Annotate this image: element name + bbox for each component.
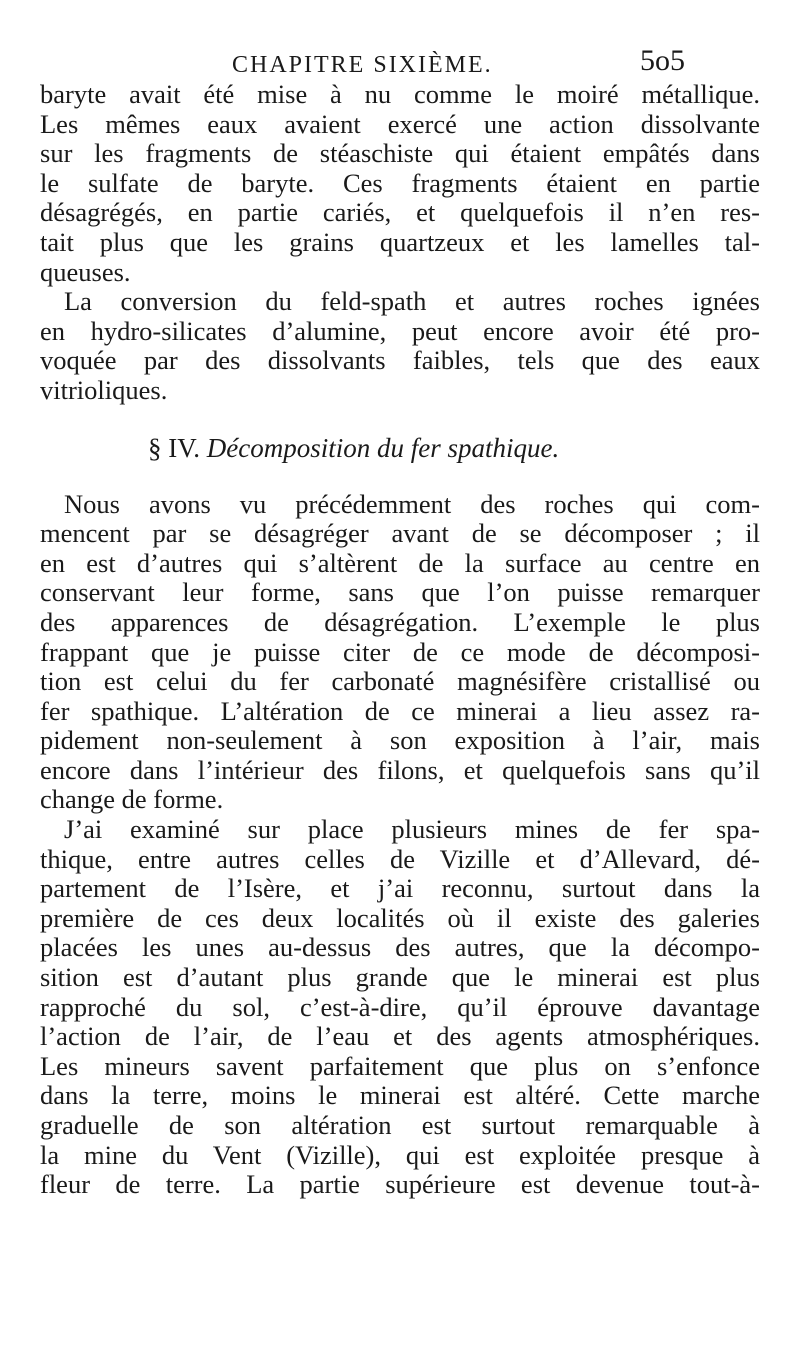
paragraph: [40, 287, 760, 405]
text-line: vitrioliques.: [40, 374, 168, 405]
text-line: thique, entre autres celles de Vizille et d’Allevard, dé-: [40, 843, 760, 874]
text-line: graduelle de son altération est surtout remarquable à: [40, 1110, 760, 1140]
text-line: baryte avait été mise à nu comme le moiré métallique.: [40, 79, 760, 109]
text-line: tait plus que les grains quartzeux et les lamelles tal-: [40, 226, 760, 257]
text-line: frappant que je puisse citer de ce mode de décomposi-: [40, 636, 760, 667]
section-heading: [40, 428, 760, 468]
section-number: § IV.: [148, 432, 201, 463]
paragraph: [40, 490, 760, 816]
text-line: en est d’autres qui s’altèrent de la surface au centre en: [40, 547, 760, 578]
text-line: sur les fragments de stéaschiste qui étaient empâtés dans: [40, 138, 760, 169]
text-line: sition est d’autant plus grande que le minerai est plus: [40, 962, 760, 993]
text-line: queuses.: [40, 256, 131, 287]
text-line: Les mineurs savent parfaitement que plus on s’enfonce: [40, 1050, 760, 1081]
text-line: en hydro-silicates d’alumine, peut encore avoir été pro-: [40, 315, 760, 346]
text-line: encore dans l’intérieur des filons, et quelquefois sans qu’il: [40, 754, 760, 785]
text-line: première de ces deux localités où il existe des galeries: [40, 902, 760, 933]
text-line: partement de l’Isère, et j’ai reconnu, surtout dans la: [40, 873, 760, 904]
text-line: pidement non-seulement à son exposition à l’air, mais: [40, 725, 760, 756]
spacer: [40, 468, 760, 490]
spacer: [40, 406, 760, 428]
page-number: 5o5: [640, 44, 685, 77]
text-line: conservant leur forme, sans que l’on puisse remarquer: [40, 577, 760, 608]
text-line: La conversion du feld-spath et autres roches ignées: [64, 286, 760, 317]
text-line: fleur de terre. La partie supérieure est devenue tout-à-: [40, 1169, 760, 1200]
running-title: CHAPITRE SIXIÈME.: [232, 52, 493, 78]
text-line: change de forme.: [40, 784, 224, 815]
text-line: des apparences de désagrégation. L’exemple le plus: [40, 606, 760, 637]
running-head: [0, 44, 800, 84]
text-line: la mine du Vent (Vizille), qui est exploitée presque à: [40, 1139, 760, 1170]
text-line: voquée par des dissolvants faibles, tels que des eaux: [40, 345, 760, 376]
paragraph-continuation: [40, 80, 760, 287]
text-line: l’action de l’air, de l’eau et des agents atmosphériques.: [40, 1021, 760, 1052]
text-line: mencent par se désagréger avant de se décomposer ; il: [40, 518, 760, 549]
text-line: désagrégés, en partie cariés, et quelquefois il n’en res-: [40, 197, 760, 228]
text-line: dans la terre, moins le minerai est altéré. Cette marche: [40, 1080, 760, 1111]
text-line: J’ai examiné sur place plusieurs mines de fer spa-: [64, 814, 760, 845]
text-line: Les mêmes eaux avaient exercé une action dissolvante: [40, 108, 760, 139]
paragraph: [40, 815, 760, 1200]
text-line: placées les unes au-dessus des autres, que la décompo-: [40, 932, 760, 963]
text-line: tion est celui du fer carbonaté magnésifère cristallisé ou: [40, 666, 760, 697]
text-line: Nous avons vu précédemment des roches qui com-: [64, 488, 760, 519]
text-line: rapproché du sol, c’est-à-dire, qu’il éprouve davantage: [40, 991, 760, 1022]
body-text: [40, 80, 760, 1200]
section-title: Décomposition du fer spathique.: [206, 432, 560, 463]
text-line: le sulfate de baryte. Ces fragments étaient en partie: [40, 167, 760, 198]
text-line: fer spathique. L’altération de ce minerai a lieu assez ra-: [40, 695, 760, 726]
